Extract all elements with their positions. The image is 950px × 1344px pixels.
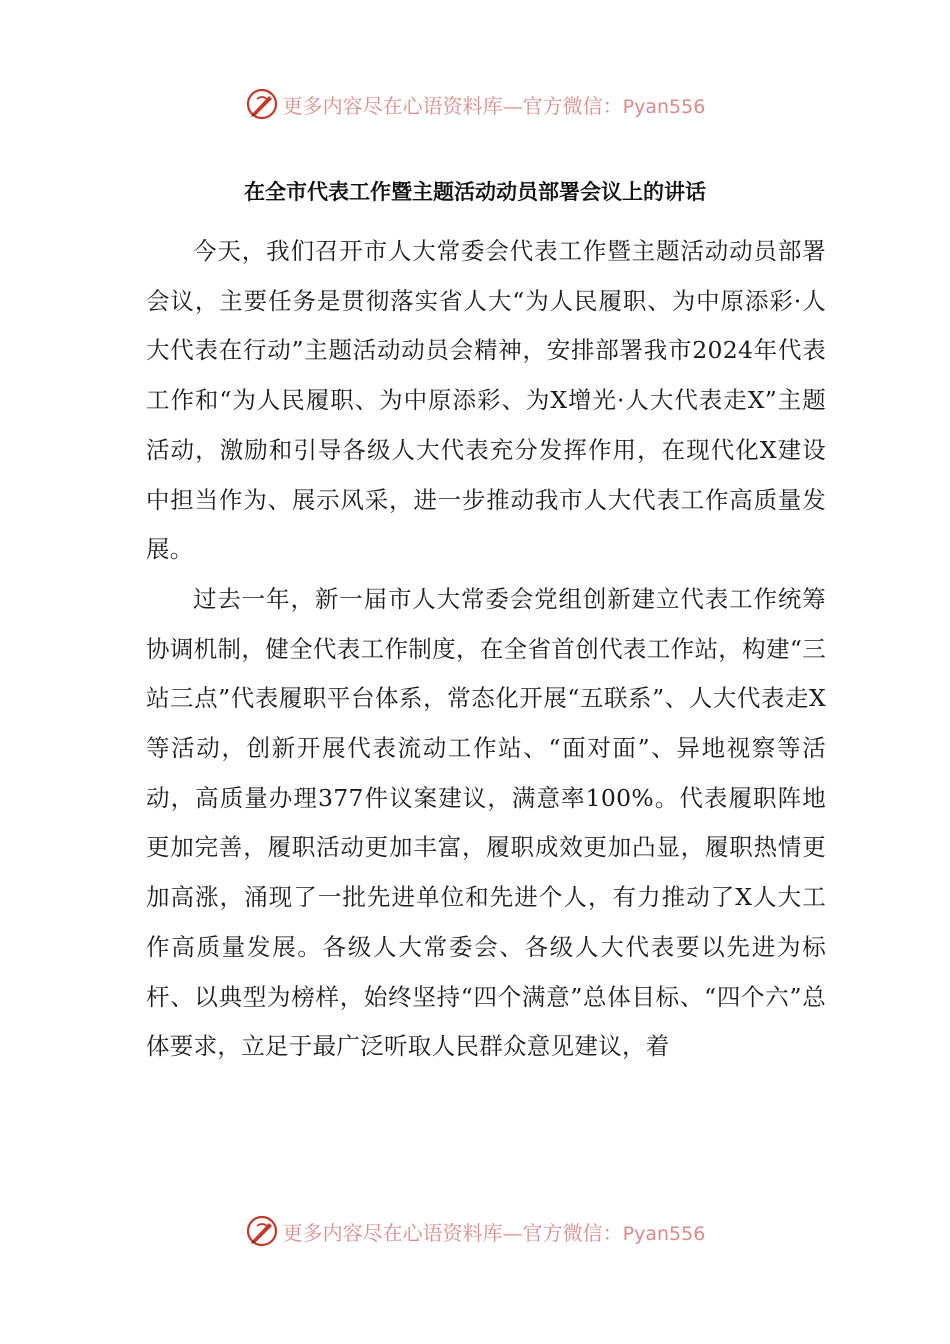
wechat-id: Pyan556 bbox=[622, 95, 706, 118]
banner-text: 更多内容尽在心语资料库—官方微信： bbox=[282, 1220, 623, 1245]
document-title: 在全市代表工作暨主题活动动员部署会议上的讲话 bbox=[244, 180, 706, 204]
paragraph: 今天，我们召开市人大常委会代表工作暨主题活动动员部署会议，主要任务是贯彻落实省人大“为人民履职、为中原添彩·人大代表在行动”主题活动动员会精神，安排部署我市2024年代表工作和“为人民履职、为中原添彩、为X增光·人大代表走X”主题活动，激励和引导各级人大代表充分发挥作用，在现代化X建设中担当作为、展示风采，进一步推动我市人大代表工作高质量发展。 bbox=[146, 237, 826, 564]
pen-logo-icon bbox=[245, 1214, 279, 1248]
pen-logo-icon bbox=[245, 87, 279, 121]
wechat-id: Pyan556 bbox=[622, 1222, 706, 1245]
footer-watermark bbox=[0, 1211, 950, 1251]
header-watermark bbox=[0, 84, 950, 124]
document-body bbox=[146, 227, 826, 1072]
paragraph: 过去一年，新一届市人大常委会党组创新建立代表工作统筹协调机制，健全代表工作制度，在全省首创代表工作站，构建“三站三点”代表履职平台体系，常态化开展“五联系”、人大代表走X等活动，创新开展代表流动工作站、“面对面”、异地视察等活动，高质量办理377件议案建议，满意率100%。代表履职阵地更加完善，履职活动更加丰富，履职成效更加凸显，履职热情更加高涨，涌现了一批先进单位和先进个人，有力推动了X人大工作高质量发展。各级人大常委会、各级人大代表要以先进为标杆、以典型为榜样，始终坚持“四个满意”总体目标、“四个六”总体要求，立足于最广泛听取人民群众意见建议，着 bbox=[146, 584, 826, 1061]
banner-text: 更多内容尽在心语资料库—官方微信： bbox=[282, 93, 623, 118]
